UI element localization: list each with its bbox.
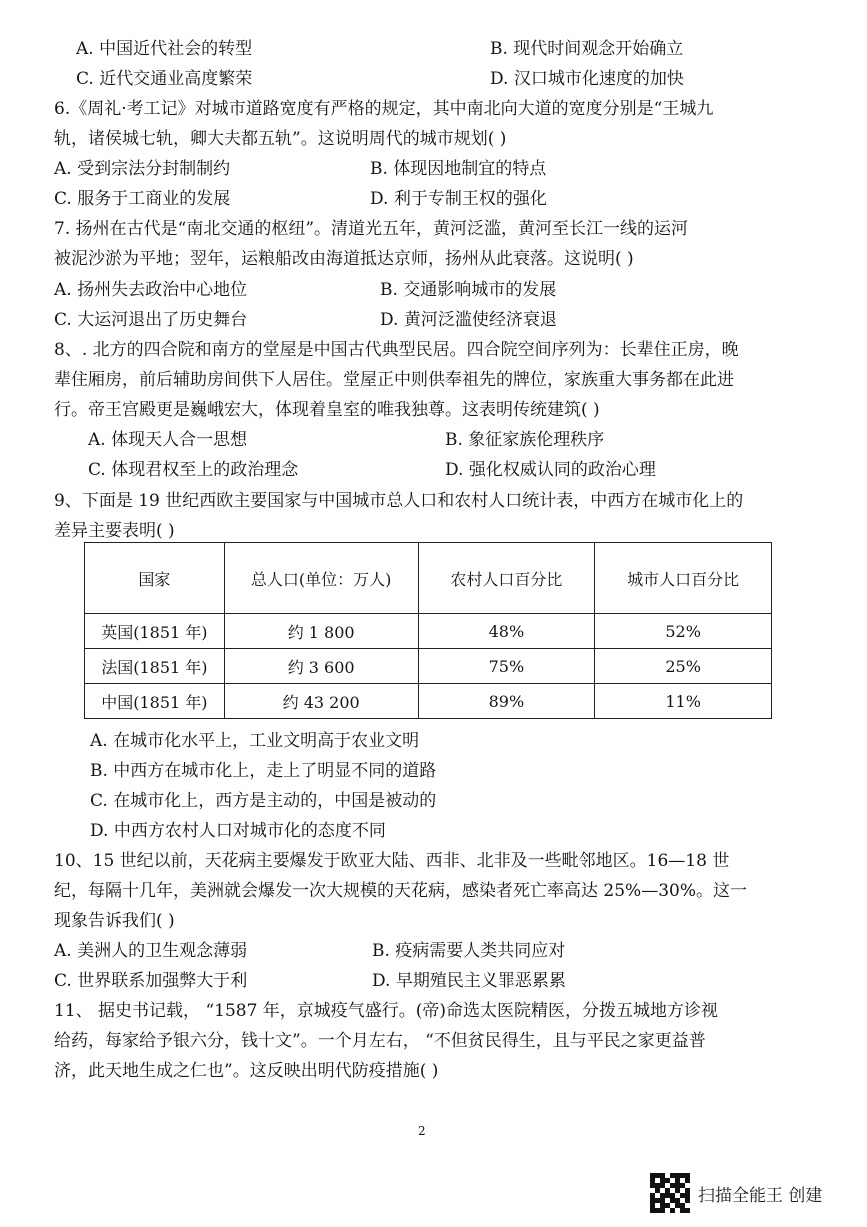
q7-stem-line-1: 7. 扬州在古代是“南北交通的枢纽”。清道光五年，黄河泛滥，黄河至长江一线的运河 (54, 219, 689, 239)
q10-option-d: D. 早期殖民主义罪恶累累 (372, 971, 566, 991)
q10-stem-line-1: 10、15 世纪以前，天花病主要爆发于欧亚大陆、西非、北非及一些毗邻地区。16—18 世 (54, 851, 730, 871)
q9-option-a: A. 在城市化水平上，工业文明高于农业文明 (90, 731, 420, 751)
table-cell: 法国(1851 年) (85, 649, 225, 684)
table-row (85, 684, 772, 719)
q10-stem-line-3: 现象告诉我们( ) (54, 911, 175, 931)
q7-option-a: A. 扬州失去政治中心地位 (54, 280, 248, 300)
q9-stem-line-1: 9、下面是 19 世纪西欧主要国家与中国城市总人口和农村人口统计表，中西方在城市化上的 (54, 491, 744, 511)
q6-stem-line-1: 6.《周礼·考工记》对城市道路宽度有严格的规定，其中南北向大道的宽度分别是“王城九 (54, 99, 714, 119)
q8-stem-line-1: 8、. 北方的四合院和南方的堂屋是中国古代典型民居。四合院空间序列为：长辈住正房，晚 (54, 340, 739, 360)
table-cell: 约 43 200 (224, 684, 418, 719)
q10-option-c: C. 世界联系加强弊大于利 (54, 971, 248, 991)
scanner-watermark-text: 扫描全能王 创建 (698, 1185, 823, 1206)
q6-option-a: A. 受到宗法分封制制约 (54, 159, 231, 179)
q6-option-d: D. 利于专制王权的强化 (370, 189, 547, 209)
table-cell: 48% (418, 614, 595, 649)
q9-stem-line-2: 差异主要表明( ) (54, 521, 175, 541)
table-header-cell: 农村人口百分比 (418, 543, 595, 614)
q5-option-d: D. 汉口城市化速度的加快 (490, 69, 684, 89)
q7-option-c: C. 大运河退出了历史舞台 (54, 310, 248, 330)
q10-option-b: B. 疫病需要人类共同应对 (372, 941, 566, 961)
q6-stem-line-2: 轨，诸侯城七轨，卿大夫都五轨”。这说明周代的城市规划( ) (54, 129, 507, 149)
table-cell: 英国(1851 年) (85, 614, 225, 649)
table-cell: 89% (418, 684, 595, 719)
page-number: 2 (418, 1124, 426, 1138)
q8-option-b: B. 象征家族伦理秩序 (445, 430, 605, 450)
table-header-cell: 总人口(单位：万人) (224, 543, 418, 614)
q5-option-b: B. 现代时间观念开始确立 (490, 39, 684, 59)
q8-option-a: A. 体现天人合一思想 (88, 430, 248, 450)
table-header-cell: 国家 (85, 543, 225, 614)
q8-option-c: C. 体现君权至上的政治理念 (88, 460, 299, 480)
table-cell: 约 3 600 (224, 649, 418, 684)
population-table (84, 542, 772, 719)
table-row (85, 614, 772, 649)
q11-stem-line-1: 11、 据史书记载， “1587 年，京城疫气盛行。(帝)命选太医院精医，分拨五城地方诊视 (54, 1001, 719, 1021)
table-row (85, 649, 772, 684)
table-cell: 25% (595, 649, 772, 684)
scanner-watermark (650, 1173, 822, 1213)
q9-option-d: D. 中西方农村人口对城市化的态度不同 (90, 821, 386, 841)
q7-option-b: B. 交通影响城市的发展 (380, 280, 557, 300)
q6-option-b: B. 体现因地制宜的特点 (370, 159, 547, 179)
q8-stem-line-2: 辈住厢房，前后辅助房间供下人居住。堂屋正中则供奉祖先的牌位，家族重大事务都在此进 (54, 370, 734, 390)
table-cell: 中国(1851 年) (85, 684, 225, 719)
q6-option-c: C. 服务于工商业的发展 (54, 189, 231, 209)
q7-stem-line-2: 被泥沙淤为平地；翌年，运粮船改由海道抵达京师，扬州从此衰落。这说明( ) (54, 249, 634, 269)
q8-option-d: D. 强化权威认同的政治心理 (445, 460, 656, 480)
table-cell: 52% (595, 614, 772, 649)
q5-option-c: C. 近代交通业高度繁荣 (76, 69, 253, 89)
q5-option-a: A. 中国近代社会的转型 (76, 39, 253, 59)
qr-code-icon (650, 1173, 690, 1213)
q11-stem-line-3: 济，此天地生成之仁也”。这反映出明代防疫措施( ) (54, 1061, 439, 1081)
table-cell: 约 1 800 (224, 614, 418, 649)
q7-option-d: D. 黄河泛滥使经济衰退 (380, 310, 557, 330)
q11-stem-line-2: 给药，每家给予银六分，钱十文”。一个月左右， “不但贫民得生，且与平民之家更益普 (54, 1031, 706, 1051)
q10-option-a: A. 美洲人的卫生观念薄弱 (54, 941, 248, 961)
q9-option-c: C. 在城市化上，西方是主动的，中国是被动的 (90, 791, 437, 811)
q8-stem-line-3: 行。帝王宫殿更是巍峨宏大，体现着皇室的唯我独尊。这表明传统建筑( ) (54, 400, 600, 420)
q10-stem-line-2: 纪，每隔十几年，美洲就会爆发一次大规模的天花病，感染者死亡率高达 25%—30%。这一 (54, 881, 747, 901)
table-cell: 11% (595, 684, 772, 719)
table-header-cell: 城市人口百分比 (595, 543, 772, 614)
q9-option-b: B. 中西方在城市化上，走上了明显不同的道路 (90, 761, 437, 781)
table-cell: 75% (418, 649, 595, 684)
table-header-row (85, 543, 772, 614)
